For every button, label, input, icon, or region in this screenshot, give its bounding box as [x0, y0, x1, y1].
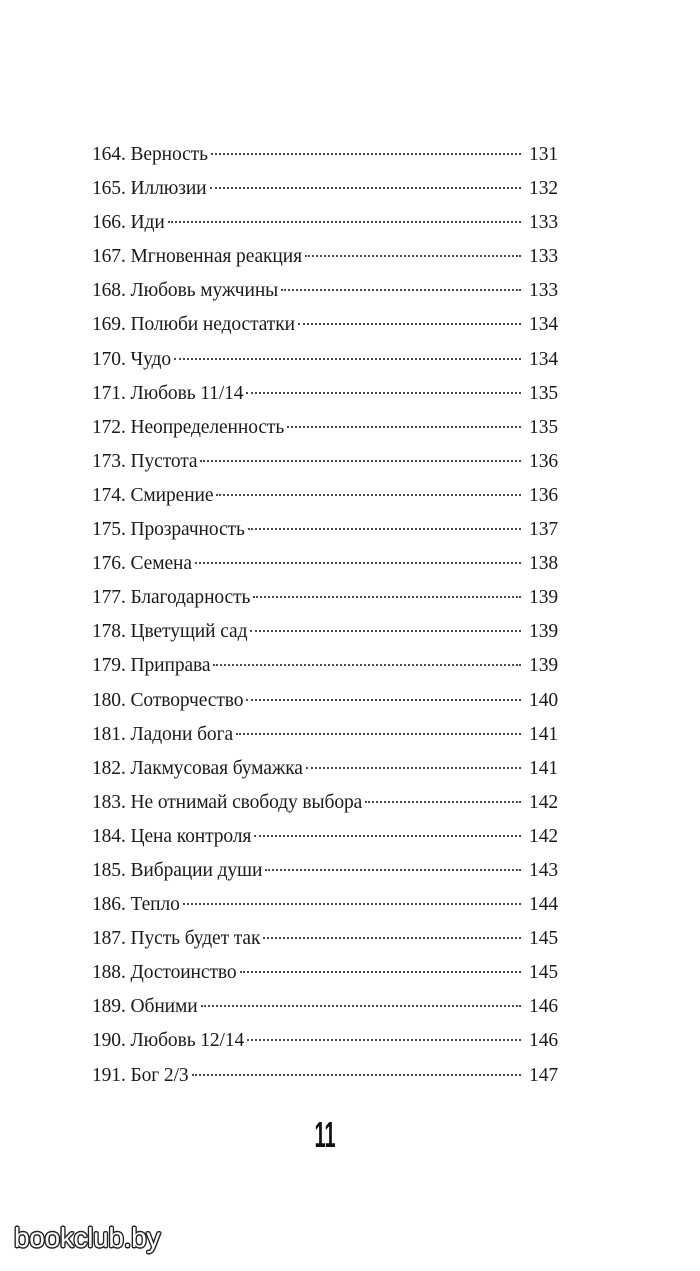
toc-entry-page: 136 [529, 484, 558, 506]
toc-entry-number: 182. [92, 757, 131, 779]
toc-entry [92, 274, 558, 308]
toc-entry [92, 820, 558, 854]
dot-leader [201, 1005, 521, 1007]
toc-entry-title: Вибрации души [130, 859, 263, 881]
dot-leader [213, 664, 521, 666]
page-number: 11 [314, 1114, 336, 1155]
toc-entry-number: 177. [92, 587, 131, 609]
toc-entry-page: 132 [529, 178, 558, 200]
toc-entry-page: 139 [529, 621, 558, 643]
toc-entry [92, 547, 558, 581]
toc-entry [92, 377, 558, 411]
dot-leader [174, 358, 521, 360]
toc-entry-number: 172. [92, 416, 131, 438]
toc-entry [92, 206, 558, 240]
toc-entry [92, 956, 558, 990]
toc-entry-page: 142 [529, 825, 558, 847]
toc-entry-page: 146 [529, 996, 558, 1018]
dot-leader [250, 630, 521, 632]
toc-entry-number: 175. [92, 519, 131, 541]
toc-entry-title: Иди [130, 212, 165, 234]
toc-entry-number: 189. [92, 996, 131, 1018]
toc-entry-number: 166. [92, 212, 131, 234]
toc-entry-title: Чудо [130, 348, 171, 370]
toc-entry-page: 147 [529, 1064, 558, 1086]
toc-entry-number: 165. [92, 178, 131, 200]
toc-entry [92, 684, 558, 718]
dot-leader [298, 323, 521, 325]
toc-entry-title: Любовь 12/14 [130, 1030, 245, 1052]
dot-leader [195, 562, 521, 564]
toc-entry-title: Достоинство [130, 962, 237, 984]
toc-entry-title: Тепло [130, 894, 180, 916]
toc-entry-page: 141 [529, 757, 558, 779]
toc-entry [92, 786, 558, 820]
toc-entry-number: 185. [92, 859, 131, 881]
toc-entry [92, 752, 558, 786]
toc-entry-number: 178. [92, 621, 131, 643]
dot-leader [263, 937, 521, 939]
dot-leader [248, 528, 521, 530]
toc-entry [92, 615, 558, 649]
dot-leader [306, 767, 521, 769]
toc-entry-title: Пустота [130, 450, 198, 472]
toc-entry-page: 133 [529, 212, 558, 234]
toc-entry-number: 167. [92, 246, 131, 268]
dot-leader [246, 699, 521, 701]
toc-entry [92, 990, 558, 1024]
toc-entry-page: 133 [529, 280, 558, 302]
toc-entry-title: Любовь мужчины [130, 280, 279, 302]
toc-entry-number: 191. [92, 1064, 131, 1086]
toc-entry [92, 649, 558, 683]
toc-entry [92, 411, 558, 445]
toc-entry-page: 134 [529, 314, 558, 336]
dot-leader [200, 460, 521, 462]
toc-entry-number: 169. [92, 314, 131, 336]
dot-leader [246, 392, 521, 394]
toc-entry-title: Ладони бога [130, 723, 234, 745]
dot-leader [236, 733, 521, 735]
toc-entry-page: 140 [529, 689, 558, 711]
toc-entry-title: Приправа [130, 655, 211, 677]
toc-entry [92, 172, 558, 206]
toc-entry-title: Благодарность [130, 587, 251, 609]
dot-leader [265, 869, 521, 871]
toc-entry-number: 164. [92, 144, 131, 165]
toc-entry-page: 134 [529, 348, 558, 370]
toc-entry-title: Неопределенность [130, 416, 285, 438]
toc-entry [92, 240, 558, 274]
toc-entry-title: Пусть будет так [130, 928, 261, 950]
toc-entry-title: Иллюзии [130, 178, 207, 200]
toc-entry-title: Семена [130, 553, 192, 575]
toc-entry-number: 181. [92, 723, 131, 745]
toc-entry-page: 142 [529, 791, 558, 813]
toc-entry-title: Смирение [130, 484, 214, 506]
toc-entry-title: Верность [130, 144, 208, 165]
toc-entry-number: 186. [92, 894, 131, 916]
toc-entry-title: Сотворчество [130, 689, 244, 711]
toc-entry-page: 143 [529, 859, 558, 881]
toc-entry-title: Цена контроля [130, 825, 252, 847]
dot-leader [254, 835, 521, 837]
dot-leader [247, 1039, 521, 1041]
toc-entry-page: 135 [529, 416, 558, 438]
dot-leader [253, 596, 521, 598]
toc-entry [92, 1059, 558, 1093]
toc-entry-number: 183. [92, 791, 131, 813]
toc-entry-page: 145 [529, 962, 558, 984]
toc-entry-page: 139 [529, 587, 558, 609]
dot-leader [305, 255, 521, 257]
toc-entry-page: 145 [529, 928, 558, 950]
toc-entry-page: 136 [529, 450, 558, 472]
toc-entry [92, 888, 558, 922]
toc-entry-number: 170. [92, 348, 131, 370]
dot-leader [281, 289, 521, 291]
toc-entry-page: 141 [529, 723, 558, 745]
toc-entry-title: Мгновенная реакция [130, 246, 302, 268]
toc-entry [92, 581, 558, 615]
toc-entry [92, 343, 558, 377]
toc-entry [92, 308, 558, 342]
dot-leader [183, 903, 521, 905]
toc-entry-page: 146 [529, 1030, 558, 1052]
toc-entry-number: 176. [92, 553, 131, 575]
toc-entry-page: 135 [529, 382, 558, 404]
toc-entry-number: 168. [92, 280, 131, 302]
toc-entry-number: 180. [92, 689, 131, 711]
toc-entry [92, 854, 558, 888]
toc-entry-number: 179. [92, 655, 131, 677]
toc-entry-title: Обними [130, 996, 198, 1018]
toc-entry-title: Не отнимай свободу выбора [130, 791, 363, 813]
toc-entry [92, 718, 558, 752]
table-of-contents [92, 138, 558, 1093]
toc-entry-title: Цветущий сад [130, 621, 248, 643]
toc-entry-title: Прозрачность [130, 519, 245, 541]
watermark: bookclub.by [14, 1222, 161, 1253]
dot-leader [287, 426, 521, 428]
toc-entry-page: 138 [529, 553, 558, 575]
toc-entry-page: 139 [529, 655, 558, 677]
toc-entry-page: 144 [529, 894, 558, 916]
toc-entry-number: 190. [92, 1030, 131, 1052]
toc-entry [92, 138, 558, 172]
toc-entry [92, 479, 558, 513]
dot-leader [192, 1074, 521, 1076]
toc-entry-title: Любовь 11/14 [130, 382, 244, 404]
dot-leader [168, 221, 521, 223]
toc-entry-number: 171. [92, 382, 131, 404]
dot-leader [211, 153, 521, 155]
toc-entry [92, 445, 558, 479]
dot-leader [240, 971, 522, 973]
dot-leader [216, 494, 521, 496]
toc-entry-number: 187. [92, 928, 131, 950]
dot-leader [365, 801, 521, 803]
toc-entry-number: 184. [92, 825, 131, 847]
toc-entry-number: 173. [92, 450, 131, 472]
toc-entry-title: Лакмусовая бумажка [130, 757, 303, 779]
toc-entry [92, 922, 558, 956]
toc-entry-page: 133 [529, 246, 558, 268]
toc-entry-number: 174. [92, 484, 131, 506]
toc-entry-title: Бог 2/3 [130, 1064, 189, 1086]
toc-entry-page: 131 [529, 144, 558, 165]
toc-entry [92, 513, 558, 547]
dot-leader [210, 187, 521, 189]
toc-entry-number: 188. [92, 962, 131, 984]
toc-entry-page: 137 [529, 519, 558, 541]
toc-entry [92, 1024, 558, 1058]
toc-entry-title: Полюби недостатки [130, 314, 295, 336]
